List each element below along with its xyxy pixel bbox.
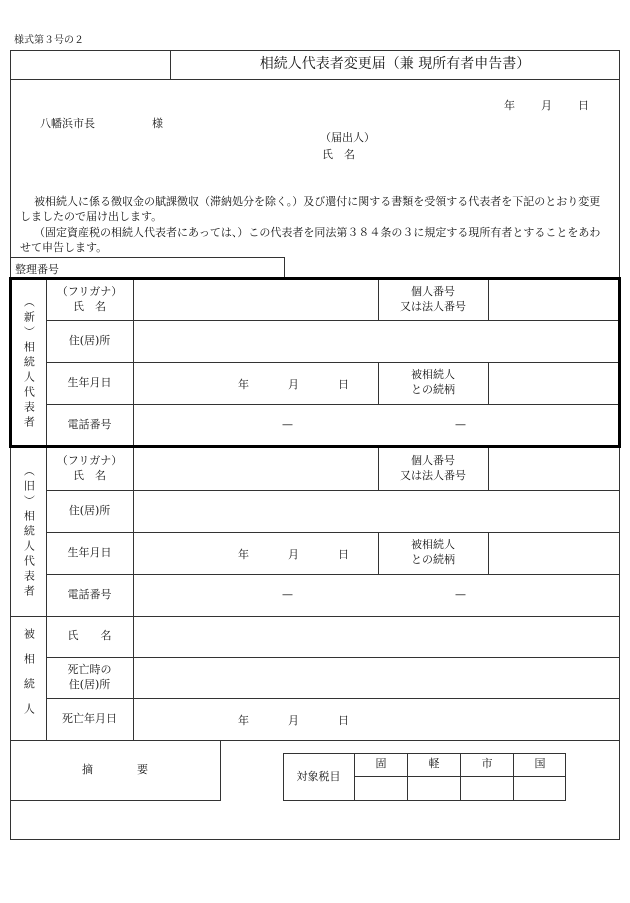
date-day: 日 xyxy=(578,99,589,112)
taisho-zeimoku-label: 対象税目 xyxy=(296,769,341,783)
old-birth-day: 日 xyxy=(338,548,349,561)
old-phone-label: 電話番号 xyxy=(67,587,112,601)
tax-check-kei[interactable] xyxy=(408,777,460,800)
date-year: 年 xyxy=(504,99,515,112)
new-furigana-label: （フリガナ） xyxy=(56,284,123,298)
addressee-sama: 様 xyxy=(152,117,163,130)
new-rep-section-label: （新）相続人代表者 xyxy=(22,295,36,431)
old-relation-label-1: 被相続人 xyxy=(411,538,455,552)
old-birth-month: 月 xyxy=(288,548,299,561)
old-address-label: 住(居)所 xyxy=(68,503,111,517)
old-phone-dash-1: — xyxy=(282,588,293,601)
tax-type-shi: 市 xyxy=(481,757,493,771)
new-birth-day: 日 xyxy=(338,378,349,391)
new-rep-highlight-box xyxy=(9,277,621,448)
old-relation-label-cell xyxy=(378,532,488,574)
new-phone-dash-2: — xyxy=(455,418,466,431)
old-birthdate-label: 生年月日 xyxy=(67,545,112,559)
old-relation-label-2: との続柄 xyxy=(411,553,455,566)
body-text-2: （固定資産税の相続人代表者にあっては、）この代表者を同法第３８４条の３に規定する現所有者とすることをあわせて申告します。 xyxy=(20,226,601,254)
new-birthdate-label: 生年月日 xyxy=(67,375,112,389)
death-month: 月 xyxy=(288,714,299,727)
death-address-field[interactable] xyxy=(134,657,619,698)
tax-check-kotei[interactable] xyxy=(355,777,407,800)
applicant-label: （届出人） xyxy=(320,131,375,144)
new-birth-year: 年 xyxy=(238,378,249,391)
old-name-label: 氏 名 xyxy=(73,469,106,482)
deceased-name-field[interactable] xyxy=(134,616,619,657)
old-kojin-bango-field[interactable] xyxy=(489,448,619,490)
old-address-field[interactable] xyxy=(134,490,619,532)
new-address-label: 住(居)所 xyxy=(68,333,111,347)
new-relation-label-2: との続柄 xyxy=(411,383,455,396)
new-kojin-bango-1: 個人番号 xyxy=(411,284,455,298)
deceased-name-label: 氏 名 xyxy=(67,629,112,643)
old-kojin-bango-label-cell xyxy=(378,448,488,490)
addressee-mayor: 八幡浜市長 xyxy=(40,117,95,130)
old-kojin-bango-2: 又は法人番号 xyxy=(400,469,466,482)
form-number: 様式第３号の２ xyxy=(14,35,84,46)
tax-check-koku[interactable] xyxy=(514,777,566,800)
new-phone-label: 電話番号 xyxy=(67,418,112,432)
death-address-label-1: 死亡時の xyxy=(67,662,112,676)
seiri-bango-label: 整理番号 xyxy=(15,263,59,276)
form-title: 相続人代表者変更届（兼 現所有者申告書） xyxy=(259,56,531,73)
new-relation-label-1: 被相続人 xyxy=(411,368,455,382)
death-address-label-2: 住(居)所 xyxy=(68,677,111,691)
deceased-section-label: 被相続人 xyxy=(22,628,36,728)
death-address-label-cell xyxy=(46,657,133,698)
new-kojin-bango-2: 又は法人番号 xyxy=(400,299,466,313)
old-rep-section-label: （旧）相続人代表者 xyxy=(22,464,36,600)
death-day: 日 xyxy=(338,714,349,727)
old-furigana-label: （フリガナ） xyxy=(56,454,123,468)
new-phone-dash-1: — xyxy=(282,418,293,431)
death-year: 年 xyxy=(238,714,249,727)
old-birth-year: 年 xyxy=(238,548,249,561)
tax-check-shi[interactable] xyxy=(461,777,513,800)
body-text-1: 被相続人に係る徴収金の賦課徴収（滞納処分を除く。）及び還付に関する書類を受領する代表者を下記のとおり変更しましたので届け出します。 xyxy=(20,195,601,223)
tax-type-kei: 軽 xyxy=(428,757,440,771)
tax-type-koku: 国 xyxy=(534,757,546,771)
old-phone-dash-2: — xyxy=(455,588,466,601)
death-date-label: 死亡年月日 xyxy=(62,711,117,725)
new-birth-month: 月 xyxy=(288,378,299,391)
old-kojin-bango-1: 個人番号 xyxy=(411,454,455,468)
old-name-label-cell xyxy=(46,448,133,490)
old-name-field[interactable] xyxy=(134,448,378,490)
new-name-label: 氏 名 xyxy=(73,299,106,313)
old-relation-field[interactable] xyxy=(489,532,619,574)
tax-type-kotei: 固 xyxy=(375,757,387,771)
date-month: 月 xyxy=(541,99,552,112)
tekiyo-label: 摘 要 xyxy=(82,762,148,776)
applicant-name-label: 氏 名 xyxy=(322,148,355,161)
